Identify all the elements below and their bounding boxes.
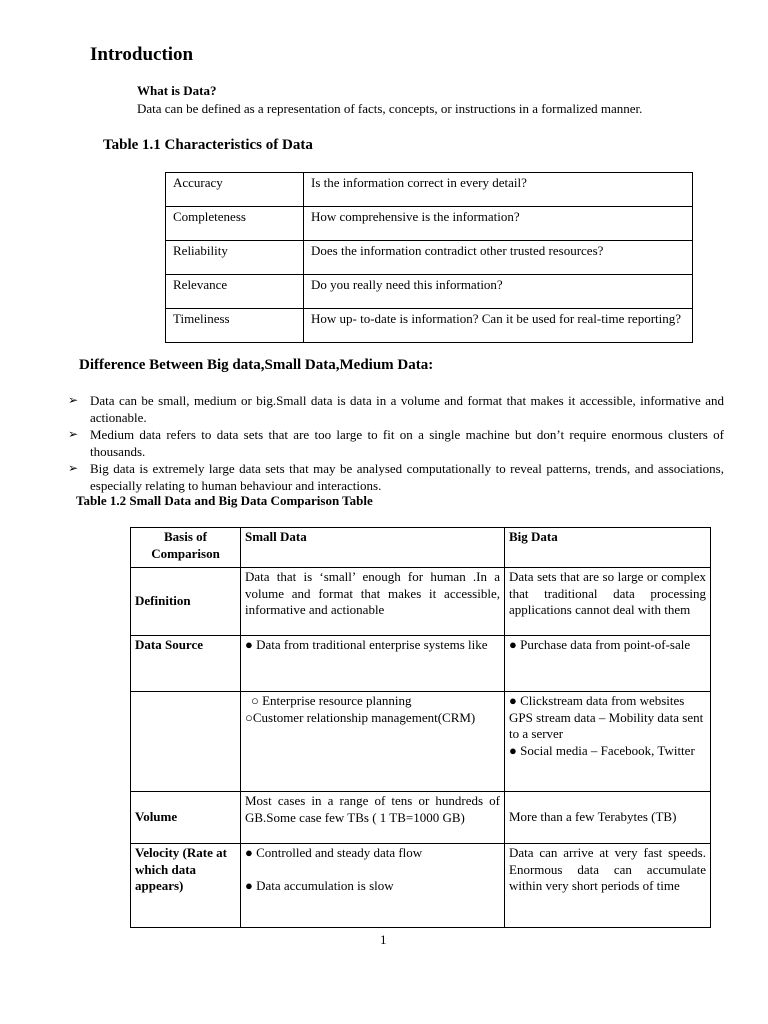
table-header-cell: Basis of Comparison (131, 528, 241, 568)
table-row (131, 636, 711, 692)
table-row (131, 528, 711, 568)
table2-caption: Table 1.2 Small Data and Big Data Comparison Table (76, 493, 373, 508)
list-item-text: Big data is extremely large data sets that may be analysed computationally to reveal patterns, trends, and associations, especially relating to human behaviour and interactions. (90, 461, 724, 493)
list-item: ● Social media – Facebook, Twitter (509, 742, 695, 758)
table-cell: Reliability (166, 241, 304, 275)
table-cell: Data can arrive at very fast speeds. Enormous data can accumulate within very short periods of time (505, 844, 711, 928)
table-row (131, 692, 711, 792)
table-row (131, 568, 711, 636)
definition-paragraph: Data can be defined as a representation of facts, concepts, or instructions in a formalized manner. (137, 101, 643, 116)
table-cell: Data that is ‘small’ enough for human .In a volume and format that makes it accessible, informative and actionable (241, 568, 505, 636)
list-item-text: Data can be small, medium or big.Small data is data in a volume and format that makes it accessible, informative and actionable. (90, 393, 724, 425)
list-item: ○Customer relationship management(CRM) (245, 709, 476, 725)
table-row (166, 275, 693, 309)
page-heading: Introduction (90, 44, 194, 65)
list-item: GPS stream data – Mobility data sent to a server (509, 709, 704, 741)
difference-list (68, 392, 724, 494)
list-item (68, 392, 724, 426)
table-header-cell: Small Data (241, 528, 505, 568)
table1-caption: Table 1.1 Characteristics of Data (103, 137, 313, 153)
arrow-bullet-icon: ➢ (68, 461, 79, 475)
table-cell (241, 844, 505, 928)
list-item: ● Controlled and steady data flow (245, 845, 423, 860)
list-item (68, 460, 724, 494)
list-item: ○ Enterprise resource planning (251, 693, 412, 708)
table-cell: How up- to-date is information? Can it be used for real-time reporting? (304, 309, 693, 343)
table-cell: Data sets that are so large or complex that traditional data processing applications cannot deal with them (505, 568, 711, 636)
list-item: ● Data accumulation is slow (245, 877, 394, 893)
arrow-bullet-icon: ➢ (68, 427, 79, 441)
table-cell: Completeness (166, 207, 304, 241)
list-item: ● Clickstream data from websites (509, 693, 685, 708)
table-cell: Relevance (166, 275, 304, 309)
comparison-table (130, 527, 711, 928)
table-cell (505, 692, 711, 792)
list-item (68, 426, 724, 460)
table-cell: Is the information correct in every detail? (304, 173, 693, 207)
table-row (166, 207, 693, 241)
page-number: 1 (380, 932, 387, 947)
list-item-text: Medium data refers to data sets that are too large to fit on a single machine but don’t require enormous clusters of thousands. (90, 427, 724, 459)
table-cell: Data Source (131, 636, 241, 692)
table-cell: ● Purchase data from point-of-sale (505, 636, 711, 692)
table-row (166, 241, 693, 275)
table-cell: Accuracy (166, 173, 304, 207)
characteristics-table (165, 172, 693, 343)
difference-heading: Difference Between Big data,Small Data,Medium Data: (79, 357, 434, 373)
table-cell: Do you really need this information? (304, 275, 693, 309)
table-row (166, 173, 693, 207)
table-row (166, 309, 693, 343)
table-cell (131, 692, 241, 792)
table-cell: Definition (131, 568, 241, 636)
table-cell: ● Data from traditional enterprise systems like (241, 636, 505, 692)
table-row (131, 792, 711, 844)
table-cell: Volume (131, 792, 241, 844)
table-cell (241, 692, 505, 792)
table-cell: Timeliness (166, 309, 304, 343)
table-row (131, 844, 711, 928)
table-cell: Does the information contradict other trusted resources? (304, 241, 693, 275)
section-title: What is Data? (137, 83, 217, 98)
table-cell: More than a few Terabytes (TB) (505, 792, 711, 844)
table-cell: Velocity (Rate at which data appears) (131, 844, 241, 928)
table-cell: How comprehensive is the information? (304, 207, 693, 241)
table-cell: Most cases in a range of tens or hundreds of GB.Some case few TBs ( 1 TB=1000 GB) (241, 792, 505, 844)
table-header-cell: Big Data (505, 528, 711, 568)
arrow-bullet-icon: ➢ (68, 393, 79, 407)
